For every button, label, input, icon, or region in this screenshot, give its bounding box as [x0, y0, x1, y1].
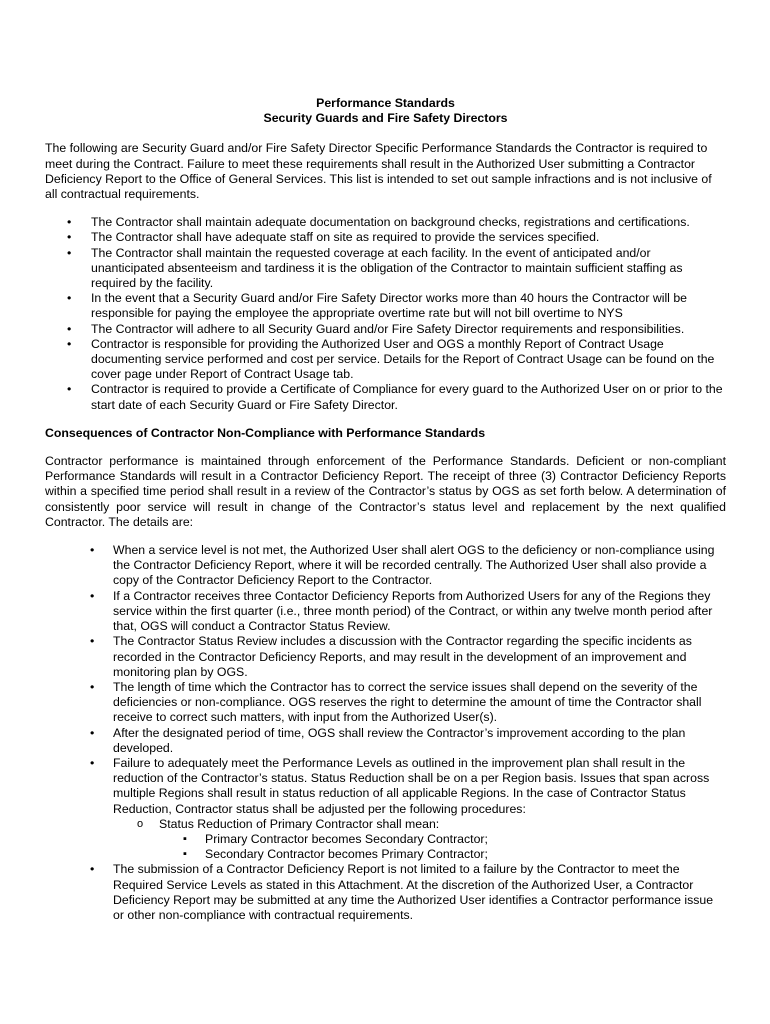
consequence-item: • After the designated period of time, OGS shall review the Contractor’s improvement according to the plan developed. — [45, 726, 726, 756]
intro-paragraph: The following are Security Guard and/or Fire Safety Director Specific Performance Standards the Contractor is required to meet during the Contract. Failure to meet these requirements shall result in the Authorized User submitting a Contractor Deficiency Report to the Office of General Services. This list is intended to set out sample infractions and is not inclusive of all contractual requirements. — [45, 141, 712, 202]
consequence-item: • When a service level is not met, the Authorized User shall alert OGS to the deficiency or non-compliance using the Contractor Deficiency Report, where it will be recorded centrally. The Authorized User shall also provide a copy of the Contractor Deficiency Report to the Contractor. — [45, 543, 726, 589]
requirement-item: • Contractor is required to provide a Certificate of Compliance for every guard to the Authorized User on or prior to the start date of each Security Guard or Fire Safety Director. — [45, 382, 726, 412]
requirement-item: • In the event that a Security Guard and/or Fire Safety Director works more than 40 hours the Contractor will be responsible for paying the employee the appropriate overtime rate but will not bill overtime to NYS — [45, 291, 726, 321]
consequence-item: • The submission of a Contractor Deficiency Report is not limited to a failure by the Contractor to meet the Required Service Levels as stated in this Attachment. At the discretion of the Authorized User, a Contractor Deficiency Report may be submitted at any time the Authorized User identifies a Contractor performance issue or other non-compliance with contractual requirements. — [45, 862, 726, 923]
consequence-item-text: Failure to adequately meet the Performance Levels as outlined in the improvement plan shall result in the reduction of the Contractor’s status. Status Reduction shall be on a per Region basis. Issues that span across multiple Regions shall result in status reduction of all applicable Regions. In the case of Contractor Status Reduction, Contractor status shall be adjusted per the following procedures: — [113, 755, 710, 816]
status-reduction-item: o Status Reduction of Primary Contractor shall mean: — [45, 817, 726, 832]
requirement-item: • The Contractor shall maintain the requested coverage at each facility. In the event of anticipated and/or unanticipated absenteeism and tardiness it is the obligation of the Contractor to maintain sufficient staffing as required by the facility. — [45, 246, 726, 292]
requirement-item: • The Contractor will adhere to all Security Guard and/or Fire Safety Director requirements and responsibilities. — [45, 322, 726, 337]
consequence-item: • The Contractor Status Review includes a discussion with the Contractor regarding the specific incidents as recorded in the Contractor Deficiency Reports, and may result in the development of an improvement and monitoring plan by OGS. — [45, 634, 726, 680]
requirements-list — [45, 215, 726, 413]
status-reduction-subitem: ▪ Primary Contractor becomes Secondary Contractor; — [45, 832, 726, 847]
requirement-item: • The Contractor shall maintain adequate documentation on background checks, registrations and certifications. — [45, 215, 726, 230]
consequence-item: • If a Contractor receives three Contactor Deficiency Reports from Authorized Users for any of the Regions they service within the first quarter (i.e., three month period) of the Contract, or within any twelve month period after that, OGS will conduct a Contractor Status Review. — [45, 589, 726, 635]
consequences-intro: Contractor performance is maintained through enforcement of the Performance Standards. Deficient or non-compliant Performance Standards will result in a Contractor Deficiency Report. The receipt of three (3) Contractor Deficiency Reports within a specified time period shall result in a review of the Contractor’s status by OGS as set forth below. A determination of consistently poor service will result in change of the Contractor’s status level and replacement by the next qualified Contractor. The details are: — [45, 454, 726, 529]
consequences-heading: Consequences of Contractor Non-Compliance with Performance Standards — [45, 425, 486, 440]
status-reduction-subitem: ▪ Secondary Contractor becomes Primary Contractor; — [45, 847, 726, 862]
consequences-list — [45, 543, 726, 923]
requirement-item: • The Contractor shall have adequate staff on site as required to provide the services specified. — [45, 230, 726, 245]
requirement-item: • Contractor is responsible for providing the Authorized User and OGS a monthly Report of Contract Usage documenting service performed and cost per service. Details for the Report of Contract Usage can be found on the cover page under Report of Contract Usage tab. — [45, 337, 726, 383]
consequence-item: • The length of time which the Contractor has to correct the service issues shall depend on the severity of the deficiencies or non-compliance. OGS reserves the right to determine the amount of time the Contractor shall receive to correct such matters, with input from the Authorized User(s). — [45, 680, 726, 726]
consequence-item — [45, 756, 726, 862]
document-subtitle: Security Guards and Fire Safety Directors — [263, 111, 508, 126]
document-title: Performance Standards — [316, 96, 455, 110]
